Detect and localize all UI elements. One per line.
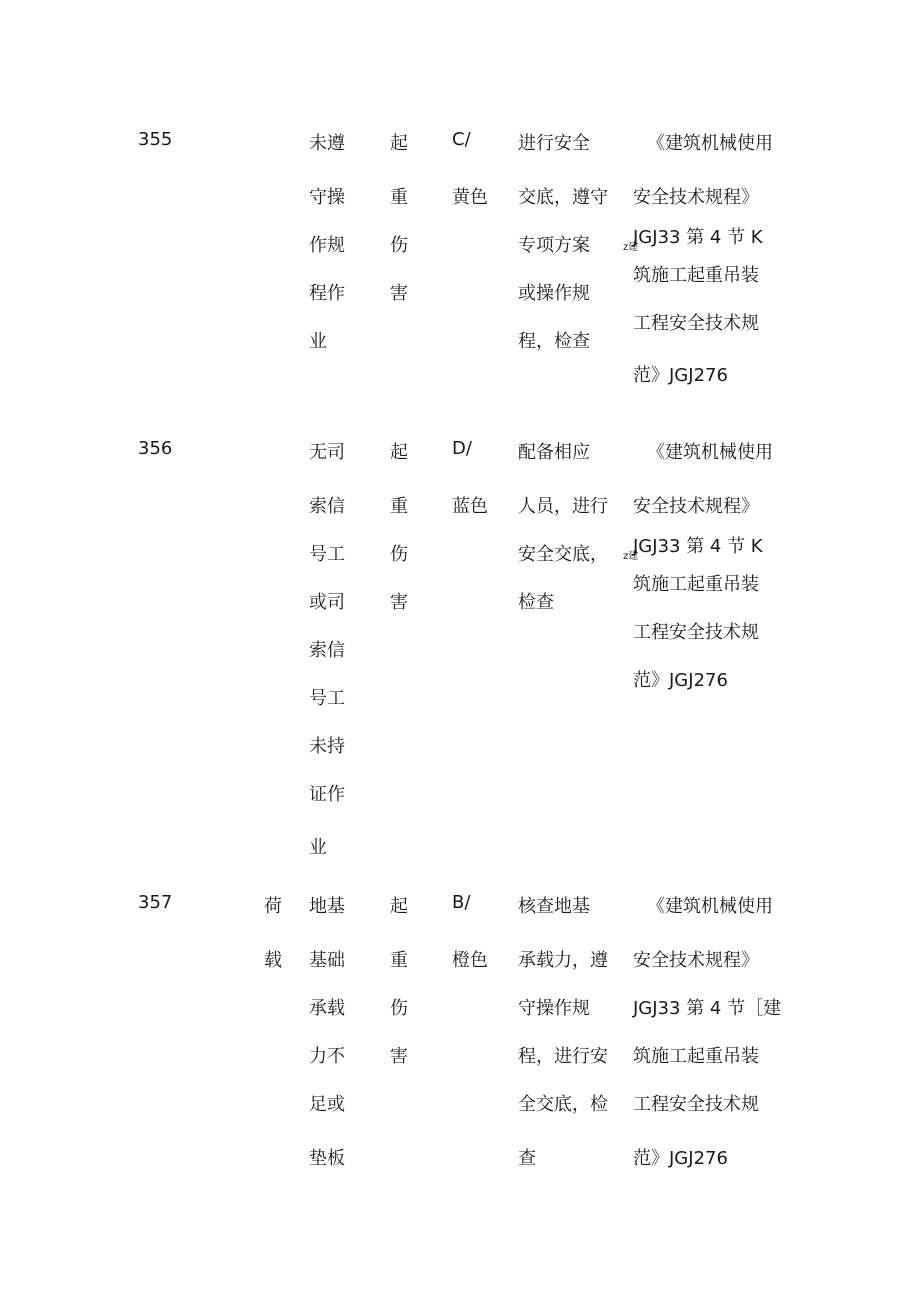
accident-type-cell: 起 重 伤 害 (390, 896, 408, 1067)
reference-cell: 《建筑机械使用 安全技术规程》 JGJ33 第 4 节［建 筑施工起重吊装 工程安全技术规 范》JGJ276 (633, 896, 782, 1169)
risk-level-cell: D/ 蓝色 (452, 438, 488, 517)
hazard-line: 未遵 (309, 133, 345, 154)
category-cell: 荷 载 (264, 896, 282, 971)
hazard-line: 业 (309, 331, 327, 352)
hazard-line: 守操 (309, 187, 345, 208)
control-measures-cell: 配备相应 人员，进行 安全交底， 检查 (518, 442, 608, 613)
hazard-cell: 地基 基础 承载 力不 足或 垫板 (309, 896, 345, 1169)
row-number: 355 (138, 129, 173, 150)
accident-type-cell: 起 重 伤 害 (390, 442, 408, 613)
control-measures-cell: 核查地基 承载力，遵 守操作规 程，进行安 全交底，检 查 (518, 896, 608, 1169)
hazard-cell: 无司 索信 号工 或司 索信 号工 未持 证作 业 (309, 442, 345, 858)
stray-mark: z建 (623, 242, 639, 253)
control-measures-cell: 进行安全 交底，遵守 专项方案 或操作规 程，检查 (518, 133, 608, 352)
stray-mark: z建 (623, 551, 639, 562)
hazard-line: 作规 (309, 235, 345, 256)
risk-level-cell: C/ 黄色 (452, 129, 488, 208)
row-number: 356 (138, 438, 173, 459)
risk-level-cell: B/ 橙色 (452, 892, 488, 971)
accident-type-cell: 起 重 伤 害 (390, 133, 408, 304)
hazard-line: 程作 (309, 283, 345, 304)
hazard-cell (309, 129, 345, 353)
reference-cell: 《建筑机械使用 安全技术规程》 JGJ33 第 4 节 K z建 筑施工起重吊装 工程安全技术规 范》JGJ276 (623, 442, 773, 691)
row-number: 357 (138, 892, 173, 913)
reference-cell: 《建筑机械使用 安全技术规程》 JGJ33 第 4 节 K z建 筑施工起重吊装 工程安全技术规 范》JGJ276 (623, 133, 773, 386)
